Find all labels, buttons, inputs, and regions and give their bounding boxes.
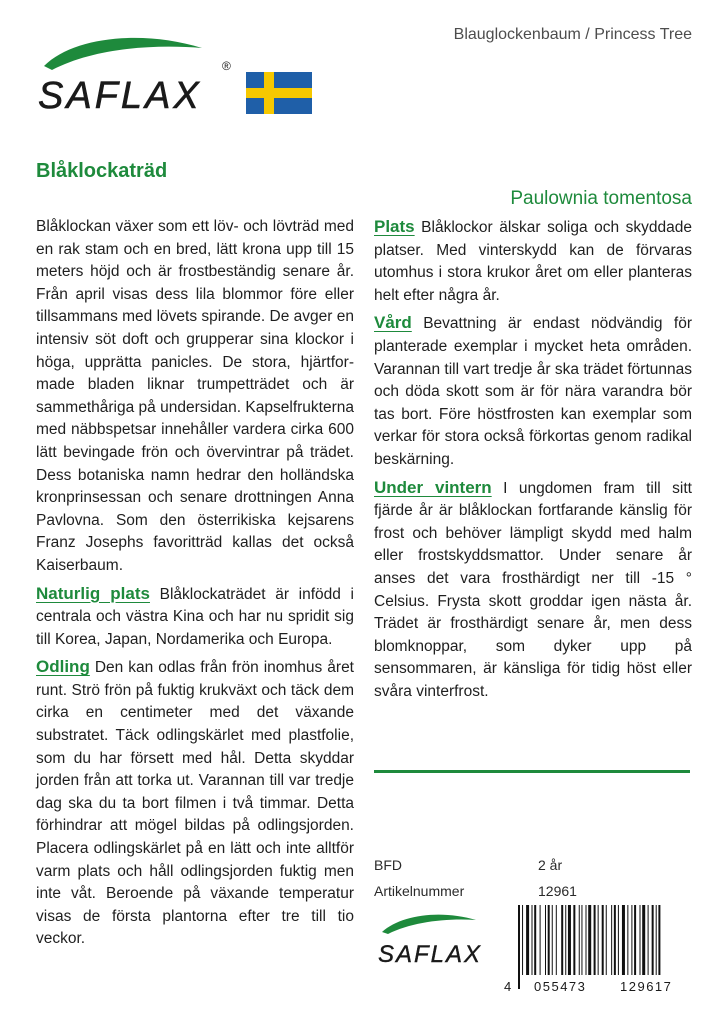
location-heading: Plats [374, 217, 415, 236]
left-column [36, 216, 354, 951]
location-text: Blåklockor älskar soliga och skyddade platser. Med vinterskydd kan de förvaras utomhus i stora krukor året om eller planteras helt efter några år. [374, 219, 692, 304]
barcode-bar [565, 905, 566, 981]
latin-name: Paulownia tomentosa [510, 188, 692, 209]
logo-text: SAFLAX [38, 75, 202, 117]
section-divider [374, 770, 690, 773]
winter-section [374, 477, 692, 704]
swedish-flag-icon [246, 72, 312, 114]
winter-text: I ungdomen fram till sitt fjärde år är blåklockan fortfarande känslig för frost och behöver lämpligt skydd med halm eller frostskyddsmattor. Under senare år anses det vara frosthärdigt ner till -15 ° Celsius. Frysta skott groddar igen nästa år. Trädet är frosthärdigt senare år, men dess blomknoppar, som dyker upp på sensommaren, är känsliga för tidig höst eller svåra vinterfrost. [374, 479, 692, 700]
right-column [374, 216, 692, 703]
registered-mark: ® [222, 59, 231, 73]
barcode-bar [640, 905, 641, 981]
barcode-bar [568, 905, 571, 981]
barcode-bar [579, 905, 580, 981]
product-name: Blauglockenbaum / Princess Tree [453, 26, 692, 43]
barcode-bar [622, 905, 625, 981]
logo-small-swoosh [382, 915, 476, 934]
location-section [374, 216, 692, 307]
article-number-label: Artikelnummer [374, 883, 465, 899]
barcode-bar [627, 905, 628, 981]
growing-section [36, 656, 354, 951]
barcode-bar [581, 905, 582, 981]
barcode-bar [652, 905, 654, 981]
article-number-value: 12961 [538, 883, 577, 899]
barcode-bar [611, 905, 612, 981]
barcode-bar [556, 905, 557, 981]
natural-location-text: Blåklockaträdet är infödd i centrala och västra Kina och har nu spridit sig till Korea, Japan, Nordamerika och Europa. [36, 585, 354, 648]
barcode-bar [552, 905, 553, 981]
bfd-label: BFD [374, 857, 402, 873]
barcode-bar [602, 905, 604, 981]
barcode-bar [606, 905, 607, 981]
growing-heading: Odling [36, 657, 90, 677]
care-text: Bevattning är endast nödvändig för planterade exemplar i mycket heta områden. Varannan till vart tredje år ska trädet förtunnas och döda skott som är för nära varandra bör tas bort. Före höstfrosten kan exemplar som verkar för stora också förkortas genom radikal beskärning. [374, 315, 692, 468]
logo-swoosh [44, 38, 202, 70]
bfd-value: 2 år [538, 857, 563, 873]
barcode-bar [648, 905, 649, 981]
growing-text: Den kan odlas från frön inomhus året runt. Strö frön på fuktig krukväxt och täck dem cirka en centimeter med det växande substratet. Täck odlingskärlet med plastfolie, som du har försett med hål. Detta skyddar jorden från att torka ut. Varannan till var tredje dag ska du ta bort filmen i två timmar. Detta förhindrar att mögel bildas på odlingsjorden. Placera odlingskärlet på en lätt och inte alltför varm plats och håll odlingsjorden fuktig men inte våt. Beroende på växande temperatur visas de första plantorna efter tre till tio veckor. [36, 659, 354, 948]
intro-paragraph: Blåklockan växer som ett löv- och lövträd med en rak stam och en bred, lätt krona upp till 15 meters höjd och är frostbeständig senare år. Från april visas dess lila blommor före eller tillsammans med lövets spirande. De avger en intensiv söt doft och grupperar sina klockor i höga, upprätta panicles. De stora, hjärtformade bladen liknar trumpetträdet och är sammethåriga på undersidan. Kapselfrukterna med näbbspetsar innehåller vardera cirka 600 lätt bevingade frön och övervintrar på trädet. Dess botaniska namn hedrar den holländska kronprinsessan och senare drottningen Anna Pavlovna. Som den österrikiska kejsarens Franz Josephs favoritträd kallas det också Kaiserbaum. [36, 218, 354, 574]
natural-location-heading: Naturlig plats [36, 583, 150, 603]
barcode-bar [594, 905, 596, 981]
barcode-bar [614, 905, 616, 981]
barcode-digits-right: 129617 [620, 979, 673, 994]
barcode-bar [526, 905, 529, 981]
barcode-digits-left: 055473 [534, 979, 587, 994]
winter-heading: Under vintern [374, 477, 492, 497]
barcode-bar [540, 905, 541, 981]
barcode-bar [631, 905, 632, 981]
barcode-bar [586, 905, 587, 981]
barcode-bar [598, 905, 599, 981]
saflax-logo-small [376, 908, 498, 970]
care-section [374, 312, 692, 471]
barcode-digit-prefix: 4 [504, 979, 512, 994]
saflax-logo [34, 26, 244, 118]
barcode-bar [548, 905, 550, 981]
logo-small-text: SAFLAX [378, 941, 483, 968]
barcode-bar [534, 905, 536, 981]
page-title: Blåklockaträd [36, 160, 168, 182]
barcode [500, 903, 700, 997]
natural-location-section [36, 583, 354, 652]
care-heading: Vård [374, 313, 412, 333]
barcode-bar [545, 905, 546, 981]
barcode-bar [532, 905, 533, 981]
barcode-bar [634, 905, 636, 981]
barcode-bar [642, 905, 645, 981]
barcode-bar [561, 905, 563, 981]
barcode-bar [518, 905, 520, 989]
barcode-bar [573, 905, 575, 981]
barcode-bar [618, 905, 619, 981]
